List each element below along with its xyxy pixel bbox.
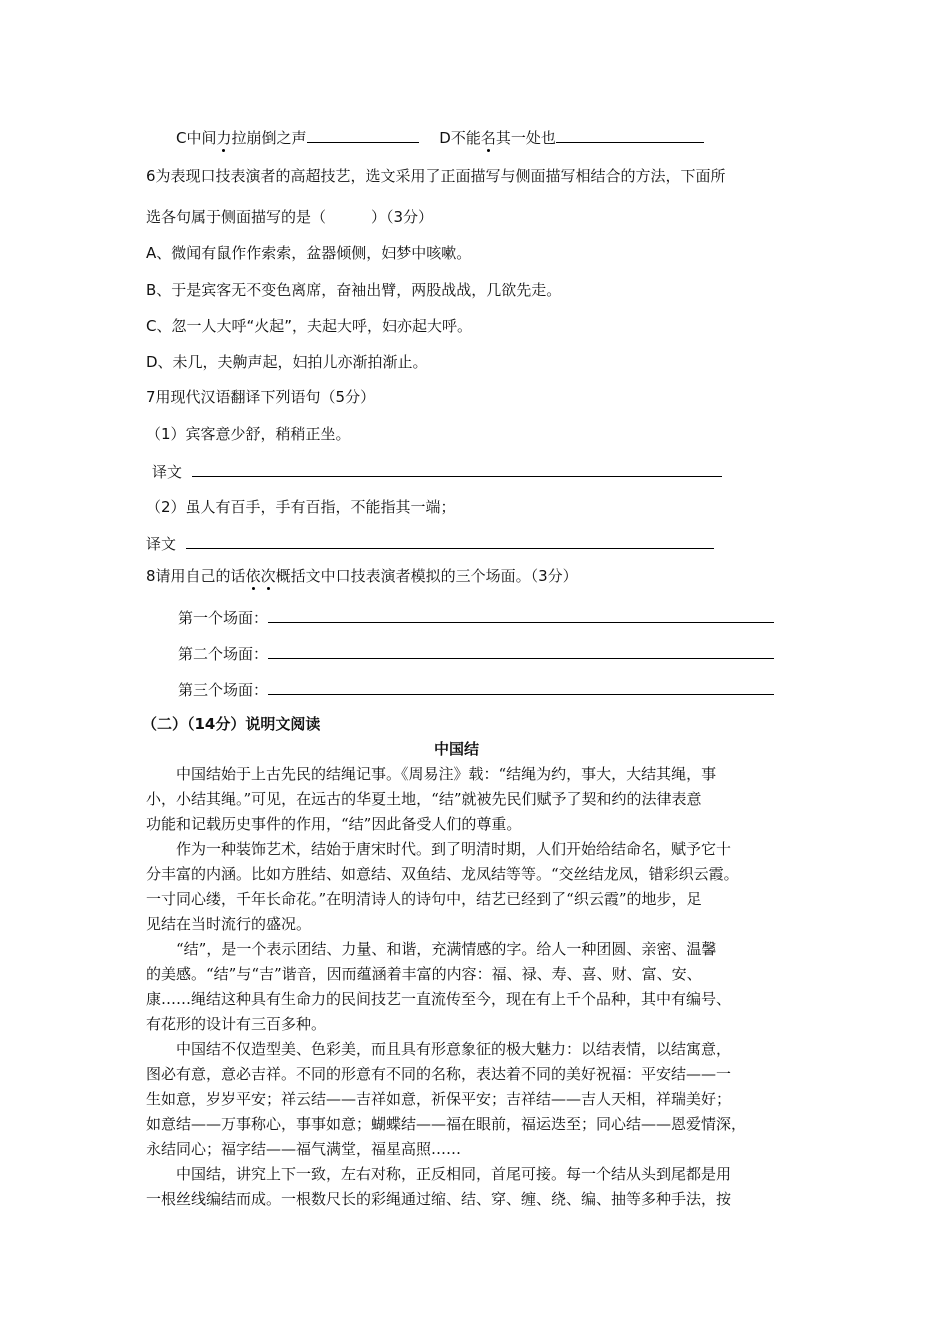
q8-scene-3 (178, 678, 774, 700)
q5-c-pre: C中间 (176, 129, 217, 147)
body-line: “结”，是一个表示团结、力量、和谐，充满情感的字。给人一种团圆、亲密、温馨 (146, 940, 717, 958)
q5-c-post: 拉崩倒之声 (231, 129, 307, 147)
q5-d-blank[interactable] (556, 126, 704, 143)
q8-stem-pre: 8请用自己的话 (146, 567, 246, 585)
q5-c-dot-char: 力 (216, 129, 232, 147)
q8-stem-post: 概括文中口技表演者模拟的三个场面。（3分） (275, 567, 578, 585)
section2-title: 中国结 (434, 740, 480, 758)
q6-stem-line1: 6为表现口技表演者的高超技艺，选文采用了正面描写与侧面描写相结合的方法，下面所 (146, 167, 726, 185)
q8-scene-1-label: 第一个场面： (178, 609, 269, 627)
q8-scene-1 (178, 606, 774, 628)
q5-option-d (439, 129, 556, 147)
body-line: 分丰富的内涵。比如方胜结、如意结、双鱼结、龙凤结等等。“交丝结龙凤，错彩织云霞。 (146, 865, 739, 883)
body-line: 康……绳结这种具有生命力的民间技艺一直流传至今，现在有上千个品种，其中有编号、 (146, 990, 732, 1008)
q8-scene-3-blank[interactable] (268, 678, 774, 695)
q7-answer-2-label: 译文 (146, 535, 177, 553)
q5-d-post: 其一处也 (495, 129, 556, 147)
body-line: 中国结不仅造型美、色彩美，而且具有形意象征的极大魅力：以结表情，以结寓意， (146, 1040, 732, 1058)
q6-option-b: B、于是宾客无不变色离席，奋袖出臂，两股战战，几欲先走。 (146, 281, 562, 299)
body-line: 永结同心；福字结——福气满堂，福星高照…… (146, 1140, 462, 1158)
q6-stem-line2: 选各句属于侧面描写的是（ ）（3分） (146, 208, 434, 226)
q7-answer-2-blank[interactable] (186, 532, 714, 549)
body-line: 见结在当时流行的盛况。 (146, 915, 312, 933)
q8-stem (146, 566, 578, 586)
body-line: 功能和记载历史事件的作用，“结”因此备受人们的尊重。 (146, 815, 522, 833)
q7-answer-1-blank[interactable] (192, 460, 722, 477)
q6-option-a: A、微闻有鼠作作索索，盆器倾侧，妇梦中咳嗽。 (146, 244, 472, 262)
q7-stem: 7用现代汉语翻译下列语句（5分） (146, 388, 376, 406)
q5-option-c (176, 129, 307, 147)
q8-scene-3-label: 第三个场面： (178, 681, 269, 699)
body-line: 生如意，岁岁平安；祥云结——吉祥如意，祈保平安；吉祥结——吉人天相，祥瑞美好； (146, 1090, 732, 1108)
q7-sentence-1: （1）宾客意少舒，稍稍正坐。 (146, 425, 351, 443)
section2-heading: （二）（14分）说明文阅读 (142, 715, 321, 733)
body-line: 如意结——万事称心，事事如意；蝴蝶结——福在眼前，福运迭至；同心结——恩爱情深， (146, 1115, 747, 1133)
body-line: 中国结始于上古先民的结绳记事。《周易注》载：“结绳为约，事大，大结其绳，事 (146, 765, 717, 783)
body-line: 一寸同心缕，千年长命花。”在明清诗人的诗句中，结艺已经到了“织云霞”的地步，足 (146, 890, 702, 908)
q8-scene-2-label: 第二个场面： (178, 645, 269, 663)
body-line: 作为一种装饰艺术，结始于唐宋时代。到了明清时期，人们开始给结命名，赋予它十 (146, 840, 732, 858)
q6-option-d: D、未几，夫齁声起，妇拍儿亦渐拍渐止。 (146, 353, 428, 371)
body-line: 有花形的设计有三百多种。 (146, 1015, 327, 1033)
q7-sentence-2: （2）虽人有百手，手有百指，不能指其一端； (146, 498, 456, 516)
q5-d-pre: D不能 (439, 129, 481, 147)
body-line: 一根丝线编结而成。一根数尺长的彩绳通过缩、结、穿、缠、绕、编、抽等多种手法，按 (146, 1190, 732, 1208)
body-line: 图必有意，意必吉祥。不同的形意有不同的名称，表达着不同的美好祝福：平安结——一 (146, 1065, 732, 1083)
q7-answer-1 (152, 460, 722, 482)
body-line: 中国结，讲究上下一致，左右对称，正反相同，首尾可接。每一个结从头到尾都是用 (146, 1165, 732, 1183)
q8-scene-1-blank[interactable] (268, 606, 774, 623)
q7-answer-1-label: 译文 (152, 463, 183, 481)
q5-options-line (176, 126, 704, 148)
q8-dot-char-1: 依 (245, 567, 261, 585)
q8-dot-char-2: 次 (260, 567, 276, 585)
q8-scene-2-blank[interactable] (268, 642, 774, 659)
q8-scene-2 (178, 642, 774, 664)
q7-answer-2 (146, 532, 714, 554)
q5-c-blank[interactable] (307, 126, 419, 143)
q5-d-dot-char: 名 (480, 129, 496, 147)
body-line: 小，小结其绳。”可见，在远古的华夏土地，“结”就被先民们赋予了契和约的法律表意 (146, 790, 702, 808)
body-line: 的美感。“结”与“吉”谐音，因而蕴涵着丰富的内容：福、禄、寿、喜、财、富、安、 (146, 965, 702, 983)
q6-option-c: C、忽一人大呼“火起”，夫起大呼，妇亦起大呼。 (146, 317, 473, 335)
